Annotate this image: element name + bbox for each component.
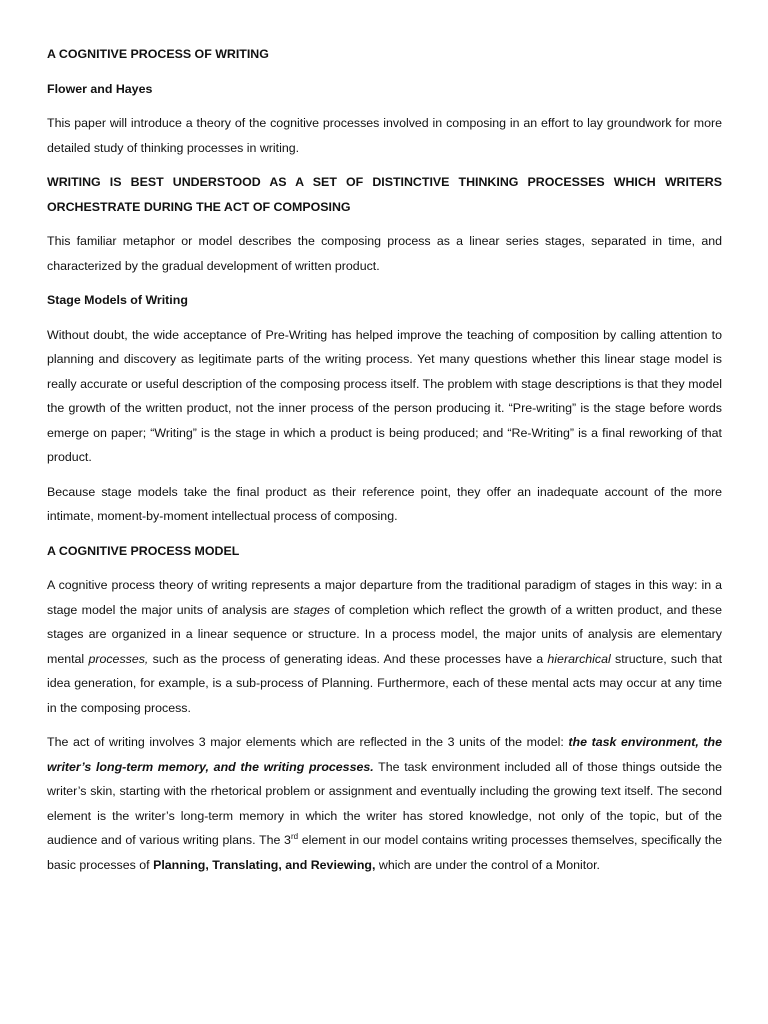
text-run: The task environment included all of those things outside the writer’s skin, starting with the rhetorical problem or assignment and eventually including the growing text itself. The second element is the writer’s long-term memory in which the writer has stored knowledge, not only of the topic, but of the audience and of various writing plans. The 3 (47, 759, 722, 847)
document-title: A COGNITIVE PROCESS OF WRITING (47, 47, 269, 61)
paragraph-stage-models-reference: Because stage models take the final product as their reference point, they offer an inadequate account of the more intimate, moment-by-moment intellectual process of composing. (47, 484, 722, 523)
text-run: which are under the control of a Monitor. (375, 857, 600, 872)
section-heading-cognitive-process-model: A COGNITIVE PROCESS MODEL (47, 543, 240, 558)
intro-paragraph: This paper will introduce a theory of the cognitive processes involved in composing in an effort to lay groundwork for more detailed study of thinking processes in writing. (47, 116, 722, 155)
document-authors: Flower and Hayes (47, 81, 153, 96)
text-run: structure, such that idea generation, for example, is a sub-process of Planning. Furthermore, each of these mental acts may occur at any time in the composing process. (47, 651, 723, 715)
paragraph-familiar-metaphor: This familiar metaphor or model describes the composing process as a linear series stages, separated in time, and characterized by the gradual development of written product. (47, 234, 722, 273)
emphasis-processes: processes, (88, 651, 149, 666)
emphasis-hierarchical: hierarchical (547, 651, 611, 666)
text-run: A cognitive process theory of writing represents a major departure from the traditional paradigm of stages in this way: in a stage model the major units of analysis are (47, 578, 722, 617)
paragraph-pre-writing: Without doubt, the wide acceptance of Pre-Writing has helped improve the teaching of composition by calling attention to planning and discovery as legitimate parts of the writing process. Yet many questions whether this linear stage model is really accurate or useful description of the composing process itself. The problem with stage descriptions is that they model the growth of the written product, not the inner process of the person producing it. “Pre-writing” is the stage before words emerge on paper; “Writing” is the stage in which a product is being produced; and “Re-Writing” is a final reworking of that product. (47, 327, 722, 464)
section-heading-stage-models: Stage Models of Writing (47, 293, 188, 307)
paragraph-act-of-writing (47, 730, 722, 877)
emphasis-three-units: the task environment, the writer’s long-term memory, and the writing processes. (47, 735, 722, 774)
text-run: element in our model contains writing processes themselves, specifically the basic processes of (47, 833, 722, 872)
emphasis-basic-processes: Planning, Translating, and Reviewing, (153, 857, 376, 872)
paragraph-cognitive-process-theory (47, 573, 722, 720)
text-run: of completion which reflect the growth of a written product, and these stages are organized in a linear sequence or structure. In a process model, the major units of analysis are elementary mental (47, 602, 722, 666)
emphasis-stages: stages (293, 602, 330, 617)
section-heading-writing-processes: WRITING IS BEST UNDERSTOOD AS A SET OF DISTINCTIVE THINKING PROCESSES WHICH WRITERS ORCHESTRATE DURING THE ACT OF COMPOSING (47, 175, 722, 214)
document-page (47, 42, 722, 887)
superscript-ordinal: rd (290, 831, 299, 841)
text-run: such as the process of generating ideas. And these processes have a (148, 651, 548, 666)
text-run: The act of writing involves 3 major elements which are reflected in the 3 units of the model: (47, 735, 569, 749)
